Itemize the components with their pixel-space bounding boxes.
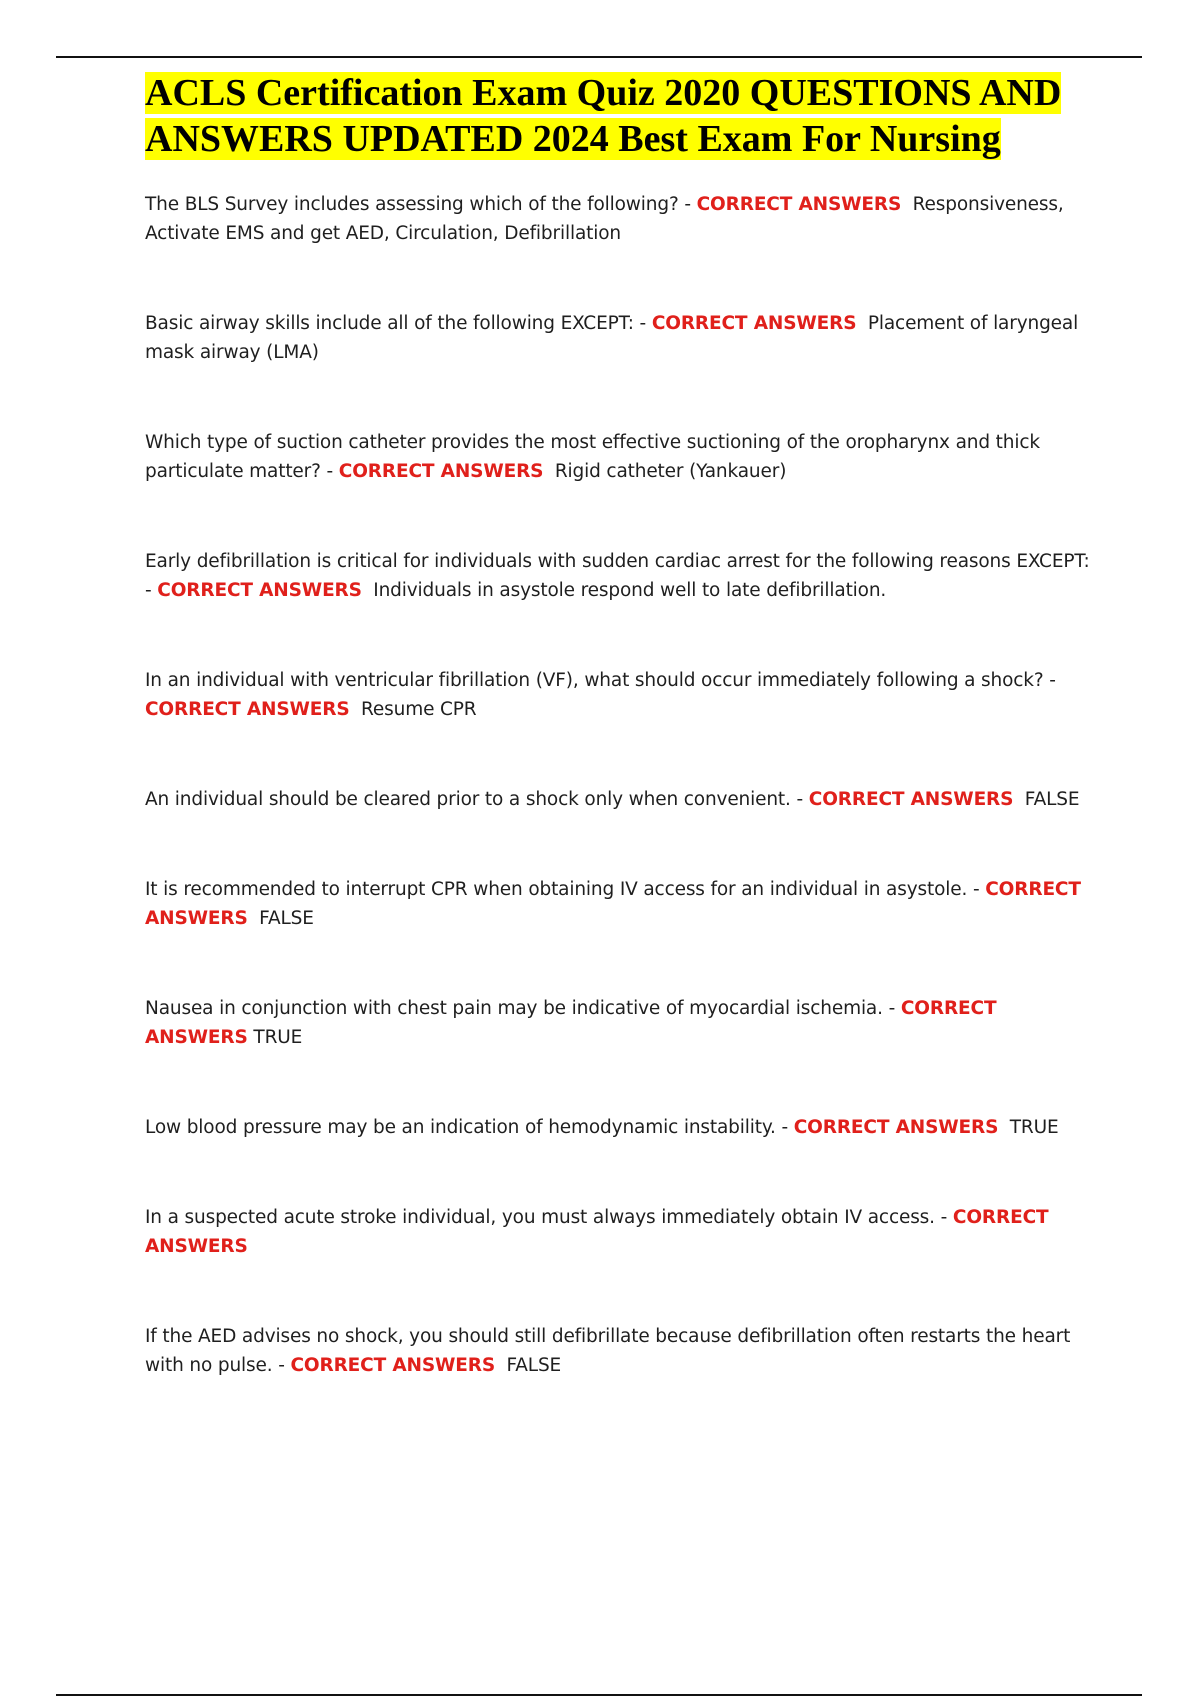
- question-text: If the AED advises no shock, you should still defibrillate because defibrillation often restarts the heart with no pulse.: [145, 1326, 1071, 1376]
- separator: -: [882, 998, 901, 1019]
- separator: -: [790, 789, 809, 810]
- qa-item: [145, 547, 1095, 605]
- question-text: In an individual with ventricular fibrillation (VF), what should occur immediately following a shock?: [145, 670, 1044, 691]
- answer-text: FALSE: [1024, 789, 1080, 810]
- answer-text: FALSE: [506, 1355, 562, 1376]
- separator: -: [320, 461, 339, 482]
- qa-item: [145, 1322, 1095, 1380]
- question-text: An individual should be cleared prior to a shock only when convenient.: [145, 789, 791, 810]
- answer-text: Placement of laryngeal mask airway (LMA): [145, 313, 1079, 363]
- separator: -: [934, 1207, 953, 1228]
- separator: -: [633, 313, 652, 334]
- answer-text: Rigid catheter (Yankauer): [554, 461, 787, 482]
- correct-answers-label: CORRECT ANSWERS: [145, 699, 350, 720]
- qa-item: [145, 1203, 1095, 1261]
- separator: -: [775, 1117, 794, 1138]
- qa-item: [145, 875, 1095, 933]
- question-text: The BLS Survey includes assessing which of the following?: [145, 194, 679, 215]
- answer-text: Individuals in asystole respond well to late defibrillation.: [373, 580, 887, 601]
- correct-answers-label: CORRECT ANSWERS: [145, 1207, 1049, 1257]
- question-text: Early defibrillation is critical for individuals with sudden cardiac arrest for the following reasons EXCEPT:: [145, 551, 1090, 572]
- question-text: Basic airway skills include all of the following EXCEPT:: [145, 313, 634, 334]
- question-text: It is recommended to interrupt CPR when obtaining IV access for an individual in asystole.: [145, 879, 968, 900]
- qa-item: [145, 190, 1095, 248]
- correct-answers-label: CORRECT ANSWERS: [793, 1117, 999, 1138]
- separator: -: [678, 194, 697, 215]
- answer-text: TRUE: [1009, 1117, 1059, 1138]
- correct-answers-label: CORRECT ANSWERS: [338, 461, 544, 482]
- answer-text: TRUE: [253, 1027, 303, 1048]
- correct-answers-label: CORRECT ANSWERS: [696, 194, 902, 215]
- top-divider: [56, 56, 1142, 58]
- correct-answers-label: CORRECT ANSWERS: [651, 313, 857, 334]
- question-text: Nausea in conjunction with chest pain may be indicative of myocardial ischemia.: [145, 998, 883, 1019]
- title-highlight: ACLS Certification Exam Quiz 2020 QUESTIONS AND ANSWERS UPDATED 2024 Best Exam For Nursing: [145, 72, 1062, 160]
- question-text: In a suspected acute stroke individual, you must always immediately obtain IV access.: [145, 1207, 935, 1228]
- qa-item: [145, 1113, 1095, 1142]
- correct-answers-label: CORRECT ANSWERS: [157, 580, 362, 601]
- correct-answers-label: CORRECT ANSWERS: [290, 1355, 496, 1376]
- correct-answers-label: CORRECT ANSWERS: [145, 998, 997, 1048]
- separator: -: [272, 1355, 291, 1376]
- separator: -: [1043, 670, 1056, 691]
- qa-item: [145, 994, 1095, 1052]
- qa-item: [145, 428, 1095, 486]
- qa-list: [145, 190, 1095, 1380]
- question-text: Which type of suction catheter provides the most effective suctioning of the oropharynx and thick particulate matter?: [145, 432, 1040, 482]
- answer-text: Resume CPR: [361, 699, 477, 720]
- document-title: [145, 70, 1095, 162]
- bottom-divider: [56, 1694, 1142, 1696]
- qa-item: [145, 666, 1095, 724]
- qa-item: [145, 785, 1095, 814]
- separator: -: [967, 879, 986, 900]
- document-body: [145, 70, 1095, 1441]
- qa-item: [145, 309, 1095, 367]
- question-text: Low blood pressure may be an indication of hemodynamic instability.: [145, 1117, 776, 1138]
- answer-text: FALSE: [259, 908, 314, 929]
- correct-answers-label: CORRECT ANSWERS: [145, 879, 1081, 929]
- separator: -: [145, 580, 158, 601]
- correct-answers-label: CORRECT ANSWERS: [808, 789, 1014, 810]
- answer-text: Responsiveness, Activate EMS and get AED, Circulation, Defibrillation: [145, 194, 1064, 244]
